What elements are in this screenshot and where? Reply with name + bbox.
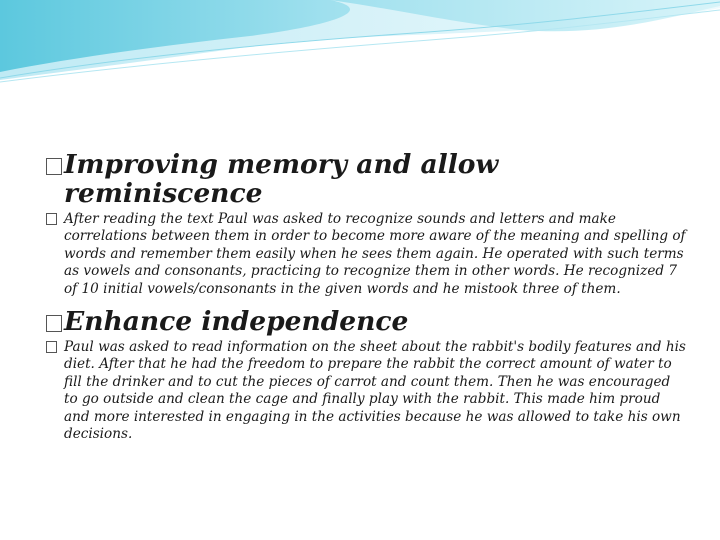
paragraph-independence (46, 339, 686, 443)
bullet-icon (46, 341, 57, 353)
bullet-icon (46, 158, 62, 175)
paragraph-text: After reading the text Paul was asked to recognize sounds and letters and make correlations between them in order to become more aware of the meaning and spelling of words and remember them easily when he sees them again. He operated with such terms as vowels and consonants, practicing to recognize them in other words. He recognized 7 of 10 initial vowels/consonants in the given words and he mistook three of them. (64, 211, 686, 297)
paragraph-text: Paul was asked to read information on the sheet about the rabbit's bodily features and his diet. After that he had the freedom to prepare the rabbit the correct amount of water to fill the drinker and to cut the pieces of carrot and count them. Then he was encouraged to go outside and clean the cage and finally play with the rabbit. This made him proud and more interested in engaging in the activities because he was allowed to take his own decisions. (64, 339, 686, 443)
decorative-wave-header (0, 0, 720, 90)
bullet-icon (46, 213, 57, 225)
section-heading-independence (46, 307, 686, 336)
slide-content (46, 150, 686, 443)
bullet-icon (46, 315, 62, 332)
heading-text: Enhance independence (64, 306, 409, 338)
paragraph-memory (46, 211, 686, 298)
section-heading-memory (46, 150, 686, 208)
heading-text: Improving memory and allow reminiscence (64, 149, 499, 209)
